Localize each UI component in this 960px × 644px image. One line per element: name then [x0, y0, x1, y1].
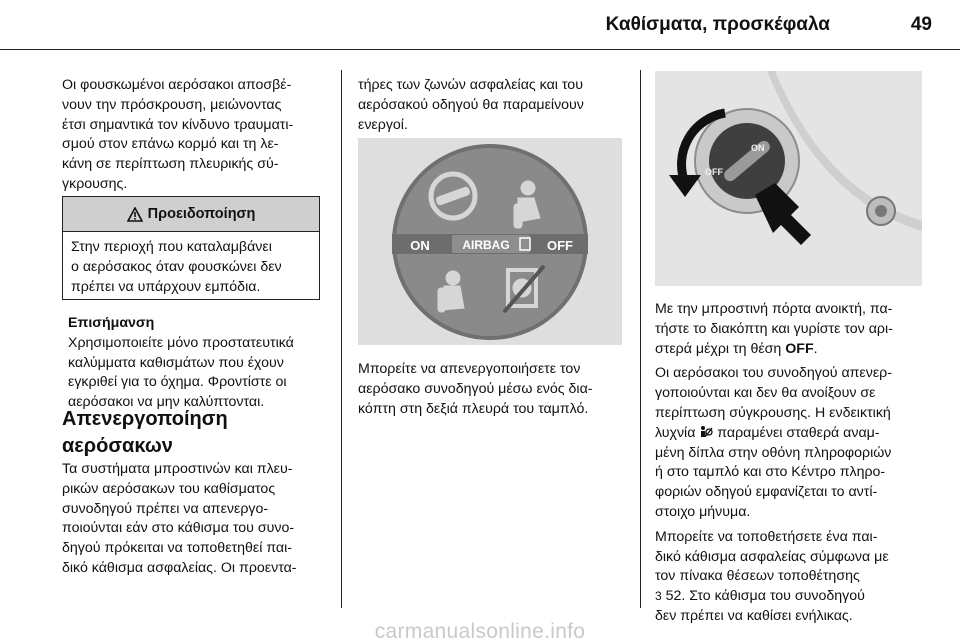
text-line: Με την μπροστινή πόρτα ανοικτή, πα-	[655, 301, 893, 317]
heading-line: Απενεργοποίηση	[62, 408, 228, 430]
text-line: Τα συστήματα μπροστινών και πλευ-	[62, 461, 293, 477]
text-line: δικό κάθισμα ασφαλείας σύμφωνα με	[655, 548, 889, 565]
page-header-title: Καθίσματα, προσκέφαλα	[605, 14, 830, 35]
text-line: Στην περιοχή που καταλαμβάνει	[71, 239, 272, 255]
text-line: ο αερόσακος όταν φουσκώνει δεν	[71, 258, 282, 275]
text-line: αερόσακοι να μην καλύπτονται.	[68, 394, 265, 411]
text-run: στερά μέχρι τη θέση	[655, 340, 786, 357]
text-line: τον πίνακα θέσεων τοποθέτησης	[655, 568, 860, 585]
switch-on-text: ON	[751, 143, 765, 153]
text-line: καλύμματα καθισμάτων που έχουν	[68, 354, 284, 371]
airbag-label-illustration	[358, 138, 622, 345]
page-ref-arrow-icon[interactable]: 3	[655, 589, 662, 604]
instruction-text	[655, 300, 940, 627]
text-line: ενεργοί.	[358, 116, 408, 133]
text-line: αερόσακού οδηγού θα παραμείνουν	[358, 96, 584, 113]
warning-box	[62, 196, 320, 300]
text-line: Χρησιμοποιείτε μόνο προστατευτικά	[68, 334, 294, 351]
text-line: φοριών οδηγού εμφανίζεται το αντί-	[655, 484, 878, 501]
heading-line: αερόσακων	[62, 435, 173, 457]
label-airbag-text: AIRBAG	[462, 238, 510, 252]
warning-body	[63, 232, 319, 297]
figure-caption	[358, 360, 633, 419]
text-line: έτσι σημαντικά τον κίνδυνο τραυματι-	[62, 116, 294, 133]
continued-paragraph	[358, 76, 633, 135]
text-line: τήρες των ζωνών ασφαλείας και του	[358, 77, 583, 93]
header-divider	[0, 49, 960, 50]
text-line: κάνη σε περίπτωση πλευρικής σύ-	[62, 156, 279, 173]
body-paragraph	[62, 460, 337, 579]
text-line: δηγού πρόκειται να τοποθετηθεί παι-	[62, 540, 292, 557]
page-number: 49	[910, 14, 932, 35]
text-line: νουν την πρόσκρουση, μειώνοντας	[62, 96, 282, 113]
off-position-label: OFF	[785, 340, 814, 357]
text-line: περίπτωση σύγκρουσης. Η ενδεικτική	[655, 404, 891, 421]
airbag-switch-figure	[655, 71, 922, 286]
page-reference-text: 52. Στο κάθισμα του συνοδηγού	[661, 588, 865, 605]
text-line: δεν πρέπει να καθίσει ενήλικας.	[655, 607, 853, 624]
text-line: τήστε το διακόπτη και γυρίστε τον αρι-	[655, 320, 893, 337]
text-line: Μπορείτε να απενεργοποιήσετε τον	[358, 361, 581, 377]
text-line: Μπορείτε να τοποθετήσετε ένα παι-	[655, 528, 878, 545]
warning-title: Προειδοποίηση	[147, 206, 256, 222]
text-line	[655, 340, 940, 360]
text-line: ή στο ταμπλό και στο Κέντρο πληρο-	[655, 464, 886, 481]
text-line	[655, 424, 940, 444]
text-run: λυχνία	[655, 424, 700, 441]
text-line: δικό κάθισμα ασφαλείας. Οι προεντα-	[62, 559, 297, 576]
text-line: μένη δίπλα στην οθόνη πληροφοριών	[655, 444, 892, 461]
warning-header	[63, 197, 319, 232]
text-line: Οι αερόσακοι του συνοδηγού απενερ-	[655, 365, 892, 382]
text-line: γοποιούνται και δεν θα ανοίξουν σε	[655, 385, 876, 402]
section-heading	[62, 406, 337, 460]
text-line: στοιχο μήνυμα.	[655, 503, 751, 520]
text-run: .	[813, 340, 818, 357]
text-run: παραμένει σταθερά αναμ-	[713, 424, 880, 441]
airbag-off-indicator-icon	[699, 425, 713, 439]
label-off-text: OFF	[547, 238, 573, 253]
note-title: Επισήμανση	[68, 315, 155, 331]
airbag-switch-illustration	[655, 71, 922, 286]
label-on-text: ON	[410, 238, 430, 253]
text-line: εγκριθεί για το όχημα. Φροντίστε οι	[68, 374, 287, 391]
column-divider-2	[640, 70, 641, 608]
text-line: σμού στον επάνω κορμό και τη λε-	[62, 136, 279, 153]
intro-paragraph	[62, 76, 337, 195]
text-line: αερόσακο συνοδηγού μέσω ενός δια-	[358, 380, 593, 397]
text-line: γκρουσης.	[62, 175, 128, 192]
airbag-label-figure	[358, 138, 622, 345]
switch-off-text: OFF	[705, 167, 723, 177]
text-line: ρικών αερόσακων του καθίσματος	[62, 480, 276, 497]
text-line: Οι φουσκωμένοι αερόσακοι αποσβέ-	[62, 77, 292, 93]
warning-triangle-icon	[127, 207, 143, 222]
watermark-footer: carmanualsonline.info	[374, 620, 586, 643]
text-line: ποιούνται εάν στο κάθισμα του συνο-	[62, 520, 295, 537]
text-line: συνοδηγού πρέπει να απενεργο-	[62, 500, 269, 517]
column-divider-1	[341, 70, 342, 608]
note-block	[68, 314, 338, 413]
text-line	[655, 587, 940, 607]
text-line: κόπτη στη δεξιά πλευρά του ταμπλό.	[358, 400, 589, 417]
text-line: πρέπει να υπάρχουν εμπόδια.	[71, 278, 261, 295]
